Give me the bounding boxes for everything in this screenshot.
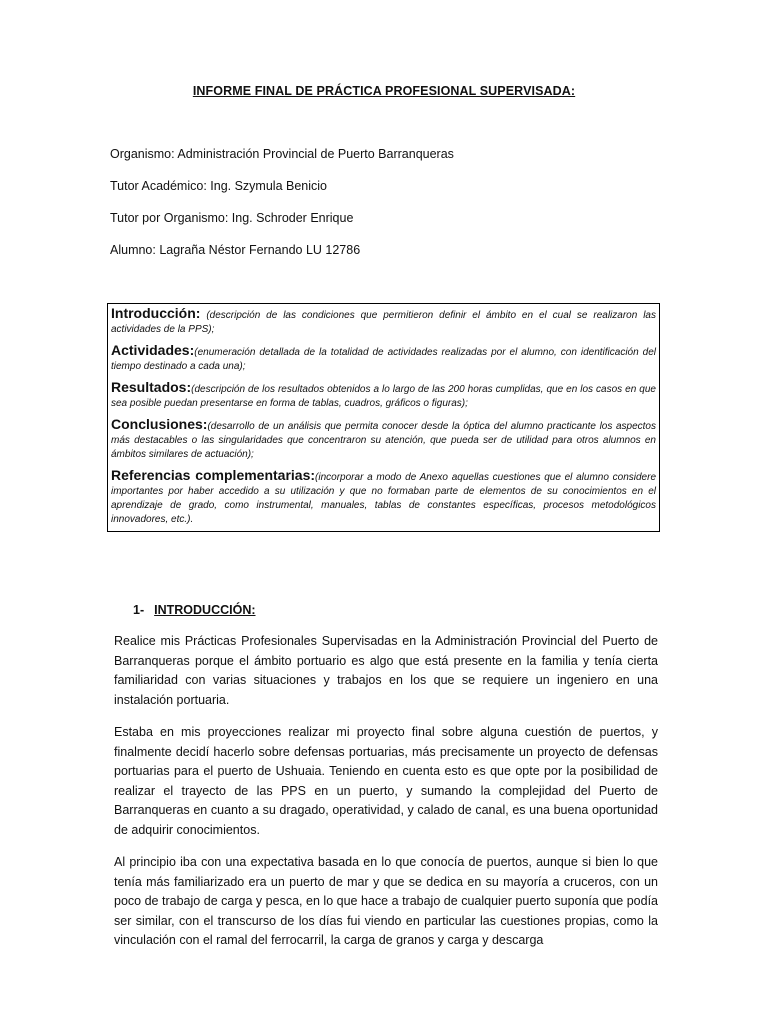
spec-description: (descripción de los resultados obtenidos a lo largo de las 200 horas cumplidas, que en los casos en que sea posible puedan presentarse en forma de tablas, cuadros, gráficos o figuras); (111, 384, 656, 409)
spec-label: Resultados: (111, 379, 192, 395)
section-title: INTRODUCCIÓN: (154, 603, 256, 617)
spec-label: Conclusiones: (111, 416, 208, 432)
document-title: INFORME FINAL DE PRÁCTICA PROFESIONAL SUPERVISADA: (192, 84, 576, 98)
section-body (114, 632, 658, 964)
spec-introduccion (111, 306, 656, 337)
meta-alumno: Alumno: Lagraña Néstor Fernando LU 12786 (110, 243, 361, 257)
meta-organismo: Organismo: Administración Provincial de Puerto Barranqueras (110, 147, 454, 161)
report-structure-box (107, 303, 660, 532)
spec-description: (descripción de las condiciones que permitieron definir el ámbito en el cual se realizaron las actividades de la PPS); (111, 310, 656, 335)
body-paragraph: Al principio iba con una expectativa basada en lo que conocía de puertos, aunque si bien lo que tenía más familiarizado era un puerto de mar y que se dedica en su mayoría a cruceros, con un poco de trabajo de carga y pesca, en lo que hace a trabajo de cualquier puerto suponía que podía ser similar, con el transcurso de los días fui viendo en particular las cuestiones propias, como la vinculación con el ramal del ferrocarril, la carga de granos y carga y descarga (114, 855, 658, 947)
spec-description: (incorporar a modo de Anexo aquellas cuestiones que el alumno considere importantes por haber accedido a su utilización y que no formaban parte de elementos de su conocimientos en el aprendizaje de grado, como instrumental, manuales, tablas de constantes específicas, procesos metodológicos innovadores, etc.). (111, 472, 657, 525)
meta-tutor-academico: Tutor Académico: Ing. Szymula Benicio (110, 179, 327, 193)
section-heading-introduccion (133, 603, 256, 617)
spec-referencias (111, 468, 656, 527)
spec-label: Actividades: (111, 342, 195, 358)
spec-resultados (111, 380, 656, 411)
spec-actividades (111, 343, 656, 374)
spec-label: Referencias complementarias: (111, 467, 316, 483)
spec-label: Introducción: (111, 305, 201, 321)
spec-description: (enumeración detallada de la totalidad de actividades realizadas por el alumno, con identificación del tiempo destinado a cada una); (111, 347, 656, 372)
body-paragraph: Realice mis Prácticas Profesionales Supervisadas en la Administración Provincial del Puerto de Barranqueras porque el ámbito portuario es algo que está presente en la familia y tenía cierta familiaridad con varias situaciones y trabajos en los que se requiere un ingeniero en una instalación portuaria. (114, 634, 658, 707)
document-meta (110, 146, 670, 274)
spec-conclusiones (111, 417, 656, 462)
body-paragraph: Estaba en mis proyecciones realizar mi proyecto final sobre alguna cuestión de puertos, y finalmente decidí hacerlo sobre defensas portuarias, más precisamente un proyecto de defensas portuarias para el puerto de Ushuaia. Teniendo en cuenta esto es que opte por la posibilidad de realizar el trayecto de las PPS en un puerto, y sumando la complejidad del Puerto de Barranqueras en cuanto a su dragado, operatividad, y calado de canal, es una buena oportunidad de adquirir conocimientos. (114, 725, 658, 837)
section-number: 1- (133, 603, 145, 617)
spec-description: (desarrollo de un análisis que permita conocer desde la óptica del alumno practicante los aspectos más destacables o las singularidades que concentraron su atención, que pueda ser de utilidad para otros alumnos en ámbitos similares de actuación); (111, 421, 656, 460)
meta-tutor-organismo: Tutor por Organismo: Ing. Schroder Enrique (110, 211, 354, 225)
